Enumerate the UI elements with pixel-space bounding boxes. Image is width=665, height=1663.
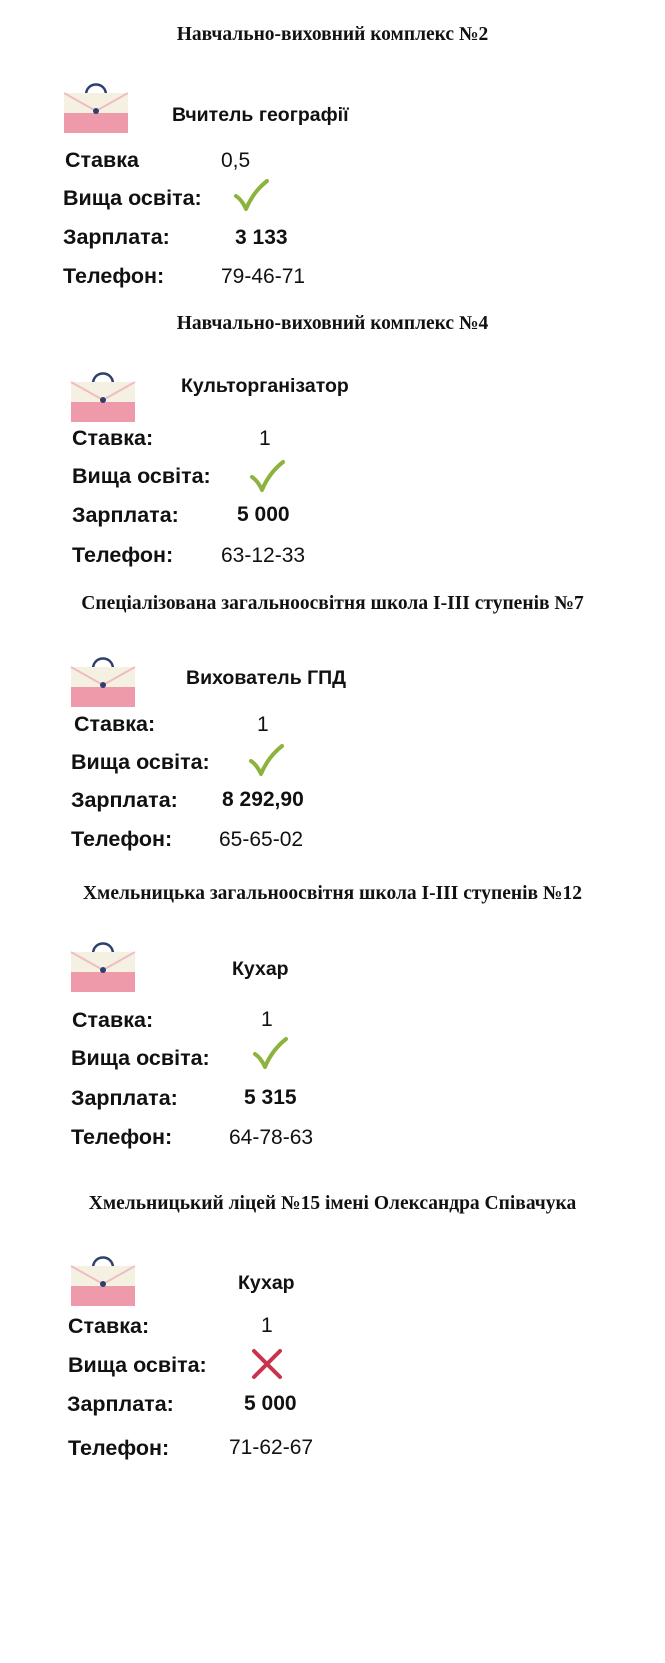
phone-label: Телефон: bbox=[71, 1125, 173, 1149]
salary-label: Зарплата: bbox=[71, 788, 178, 812]
briefcase-icon bbox=[69, 651, 137, 709]
rate-label: Ставка: bbox=[72, 1008, 154, 1032]
checkmark-icon bbox=[248, 743, 284, 779]
higher-education-label: Вища освіта: bbox=[63, 186, 202, 210]
higher-education-label: Вища освіта: bbox=[71, 1046, 210, 1070]
position-title: Вихователь ГПД bbox=[186, 667, 347, 689]
rate-label: Ставка: bbox=[72, 426, 154, 450]
school-name: Навчально-виховний комплекс №4 bbox=[176, 313, 489, 334]
higher-education-label: Вища освіта: bbox=[71, 750, 210, 774]
rate-value: 1 bbox=[259, 427, 271, 450]
salary-value: 5 000 bbox=[237, 503, 290, 526]
school-name: Навчально-виховний комплекс №2 bbox=[176, 24, 489, 45]
salary-label: Зарплата: bbox=[72, 503, 179, 527]
checkmark-icon bbox=[249, 459, 285, 495]
phone-label: Телефон: bbox=[68, 1436, 170, 1460]
rate-value: 1 bbox=[261, 1314, 273, 1337]
salary-value: 8 292,90 bbox=[222, 788, 304, 811]
cross-icon bbox=[249, 1346, 285, 1382]
school-name: Хмельницька загальноосвітня школа І-ІІІ ступенів №12 bbox=[82, 883, 583, 904]
position-title: Кухар bbox=[238, 1272, 295, 1294]
checkmark-icon bbox=[233, 178, 269, 214]
rate-value: 1 bbox=[257, 713, 269, 736]
salary-value: 3 133 bbox=[235, 226, 288, 249]
school-name: Хмельницький ліцей №15 імені Олександра Співачука bbox=[88, 1193, 577, 1214]
salary-value: 5 000 bbox=[244, 1392, 297, 1415]
salary-label: Зарплата: bbox=[67, 1392, 174, 1416]
higher-education-label: Вища освіта: bbox=[68, 1353, 207, 1377]
higher-education-label: Вища освіта: bbox=[72, 464, 211, 488]
position-title: Культорганізатор bbox=[181, 375, 349, 397]
phone-label: Телефон: bbox=[72, 543, 174, 567]
phone-label: Телефон: bbox=[71, 827, 173, 851]
phone-label: Телефон: bbox=[63, 264, 165, 288]
salary-label: Зарплата: bbox=[63, 225, 170, 249]
phone-value: 64-78-63 bbox=[229, 1126, 314, 1149]
salary-value: 5 315 bbox=[244, 1086, 297, 1109]
rate-label: Ставка: bbox=[68, 1314, 150, 1338]
rate-label: Ставка bbox=[65, 148, 139, 172]
salary-label: Зарплата: bbox=[71, 1086, 178, 1110]
rate-value: 1 bbox=[261, 1008, 273, 1031]
phone-value: 79-46-71 bbox=[221, 265, 306, 288]
briefcase-icon bbox=[69, 1250, 137, 1308]
briefcase-icon bbox=[69, 936, 137, 994]
phone-value: 71-62-67 bbox=[229, 1436, 314, 1459]
checkmark-icon bbox=[252, 1036, 288, 1072]
briefcase-icon bbox=[62, 77, 130, 135]
rate-value: 0,5 bbox=[221, 149, 251, 172]
school-name: Спеціалізована загальноосвітня школа І-ІІІ ступенів №7 bbox=[81, 593, 584, 614]
phone-value: 65-65-02 bbox=[219, 828, 304, 851]
position-title: Вчитель географії bbox=[172, 104, 349, 126]
rate-label: Ставка: bbox=[74, 712, 156, 736]
position-title: Кухар bbox=[232, 958, 289, 980]
phone-value: 63-12-33 bbox=[221, 544, 306, 567]
briefcase-icon bbox=[69, 366, 137, 424]
